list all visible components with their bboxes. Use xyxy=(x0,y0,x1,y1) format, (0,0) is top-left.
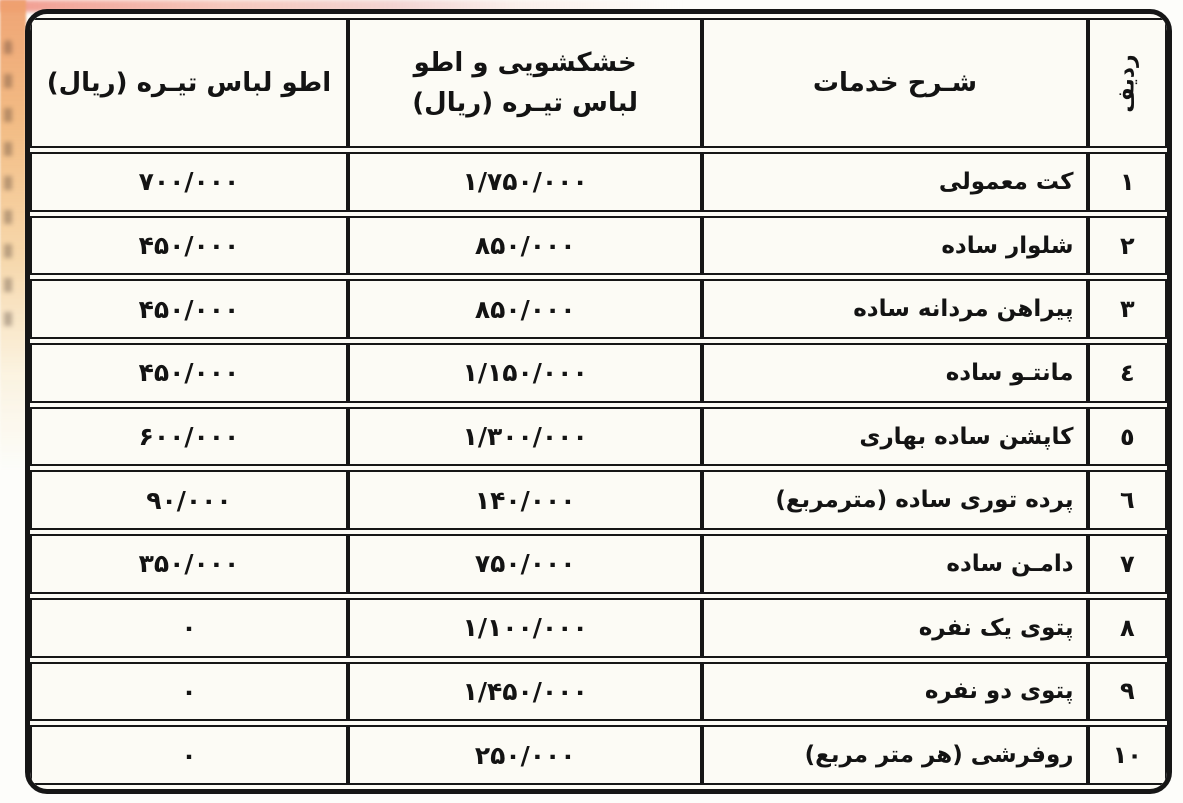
column-header-iron xyxy=(30,18,348,148)
table-row xyxy=(30,279,1167,339)
row-number-cell: ٤ xyxy=(1088,343,1167,403)
iron-price-cell: ۶۰۰/۰۰۰ xyxy=(30,407,348,467)
service-name-cell: کاپشن ساده بهاری xyxy=(702,407,1087,467)
column-header-row-number xyxy=(1088,18,1167,148)
table-row xyxy=(30,152,1167,212)
iron-price-cell: ۳۵۰/۰۰۰ xyxy=(30,534,348,594)
iron-price-cell: ۷۰۰/۰۰۰ xyxy=(30,152,348,212)
iron-price-cell: ۰ xyxy=(30,662,348,722)
price-table xyxy=(30,14,1167,789)
iron-price-cell: ۹۰/۰۰۰ xyxy=(30,470,348,530)
table-row xyxy=(30,534,1167,594)
dryclean-price-cell: ۱۴۰/۰۰۰ xyxy=(348,470,703,530)
iron-price-cell: ۴۵۰/۰۰۰ xyxy=(30,279,348,339)
row-number-header-label: ردیف xyxy=(1114,53,1140,113)
dryclean-header-line1: خشکشویی و اطو xyxy=(413,47,637,78)
dryclean-price-cell: ۸۵۰/۰۰۰ xyxy=(348,216,703,276)
service-name-cell: کت معمولی xyxy=(702,152,1087,212)
iron-price-cell: ۰ xyxy=(30,598,348,658)
dryclean-price-cell: ۱/۱۰۰/۰۰۰ xyxy=(348,598,703,658)
table-row xyxy=(30,407,1167,467)
service-name-cell: روفرشی (هر متر مربع) xyxy=(702,725,1087,785)
table-row xyxy=(30,725,1167,785)
service-name-cell: پتوی دو نفره xyxy=(702,662,1087,722)
iron-price-cell: ۴۵۰/۰۰۰ xyxy=(30,343,348,403)
dryclean-price-cell: ۷۵۰/۰۰۰ xyxy=(348,534,703,594)
table-row xyxy=(30,470,1167,530)
header-row xyxy=(30,18,1167,148)
dryclean-price-cell: ۱/۷۵۰/۰۰۰ xyxy=(348,152,703,212)
table-row xyxy=(30,662,1167,722)
row-number-cell: ۷ xyxy=(1088,534,1167,594)
service-name-cell: پرده توری ساده (مترمربع) xyxy=(702,470,1087,530)
service-name-cell: شلوار ساده xyxy=(702,216,1087,276)
table-row xyxy=(30,343,1167,403)
row-number-cell: ۸ xyxy=(1088,598,1167,658)
row-number-cell: ٦ xyxy=(1088,470,1167,530)
iron-price-cell: ۰ xyxy=(30,725,348,785)
table-body xyxy=(30,152,1167,785)
dryclean-price-cell: ۲۵۰/۰۰۰ xyxy=(348,725,703,785)
row-number-cell: ۱ xyxy=(1088,152,1167,212)
service-name-cell: پتوی یک نفره xyxy=(702,598,1087,658)
iron-header-label: اطو لباس تیـره (ریال) xyxy=(46,68,332,98)
row-number-cell: ۲ xyxy=(1088,216,1167,276)
column-header-service xyxy=(702,18,1087,148)
table-row xyxy=(30,598,1167,658)
iron-price-cell: ۴۵۰/۰۰۰ xyxy=(30,216,348,276)
dryclean-price-cell: ۱/۳۰۰/۰۰۰ xyxy=(348,407,703,467)
dryclean-price-cell: ۸۵۰/۰۰۰ xyxy=(348,279,703,339)
dryclean-header-line2: لباس تیـره (ریال) xyxy=(412,88,639,118)
page-margin-marks xyxy=(4,40,12,340)
row-number-cell: ٥ xyxy=(1088,407,1167,467)
dryclean-price-cell: ۱/۱۵۰/۰۰۰ xyxy=(348,343,703,403)
service-name-cell: پیراهن مردانه ساده xyxy=(702,279,1087,339)
table-row xyxy=(30,216,1167,276)
column-header-dryclean xyxy=(348,18,703,148)
service-header-label: شـرح خدمات xyxy=(812,68,978,98)
service-name-cell: دامـن ساده xyxy=(702,534,1087,594)
row-number-cell: ۳ xyxy=(1088,279,1167,339)
dryclean-price-cell: ۱/۴۵۰/۰۰۰ xyxy=(348,662,703,722)
price-table-frame xyxy=(25,9,1172,794)
row-number-cell: ۱۰ xyxy=(1088,725,1167,785)
row-number-cell: ۹ xyxy=(1088,662,1167,722)
service-name-cell: مانتـو ساده xyxy=(702,343,1087,403)
